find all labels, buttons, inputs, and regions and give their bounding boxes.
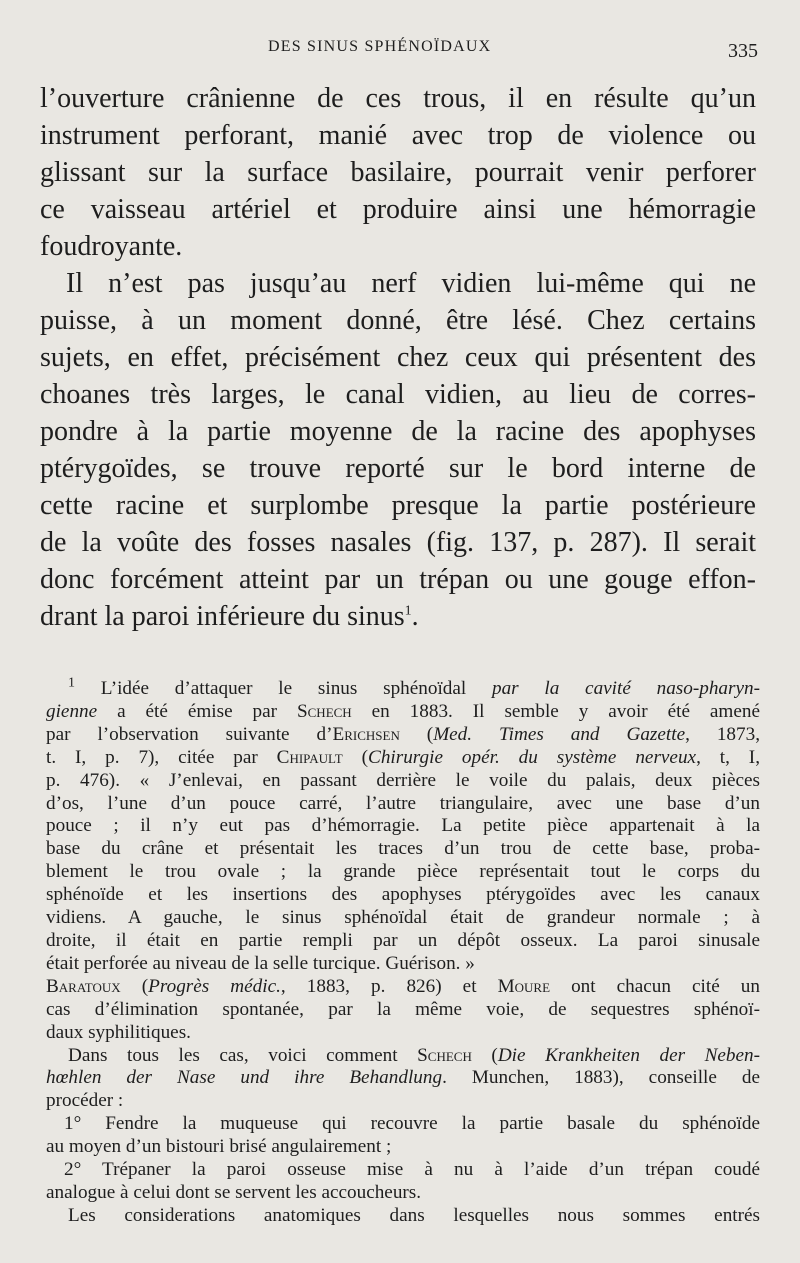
footnote-line: vidiens. A gauche, le sinus sphénoïdal était de grandeur normale ; à (46, 907, 760, 929)
running-title: DES SINUS SPHÉNOÏDAUX (268, 38, 492, 55)
text-line: cette racine et surplombe presque la partie postérieure (40, 490, 756, 521)
footnote-line: blement le trou ovale ; la grande pièce représentait tout le corps du (46, 861, 760, 883)
text-line: drant la paroi inférieure du sinus$^1$. (40, 601, 419, 632)
footnote-line: daux syphilitiques. (46, 1021, 191, 1043)
footnote-line: p. 476). « J’enlevai, en passant derrière le voile du palais, deux pièces (46, 769, 760, 791)
footnote-italic: Die Krankheiten der Neben- (497, 1044, 761, 1066)
text-line: ce vaisseau artériel et produire ainsi une hémorragie (40, 194, 756, 225)
text-line: sujets, en effet, précisément chez ceux qui présentent des (40, 342, 756, 373)
author-name: Schech (417, 1044, 472, 1066)
footnote-line: base du crâne et présentait les traces d’un trou de cette base, proba- (46, 838, 760, 860)
footnote-text: ( (399, 723, 434, 745)
text-line: glissant sur la surface basilaire, pourrait venir perforer (40, 157, 756, 188)
footnote-italic: gienne (46, 700, 98, 722)
footnote-line (46, 976, 760, 999)
author-name: Chipault (276, 746, 343, 768)
footnote-line: était perforée au niveau de la selle turcique. Guérison. » (46, 952, 475, 974)
footnotes (46, 675, 761, 1228)
footnote-line (46, 1067, 760, 1090)
footnote-line: d’os, l’une d’un pouce carré, l’autre triangulaire, avec une base d’un (46, 792, 760, 814)
page-number: 335 (728, 40, 758, 62)
footnote-line: Les considerations anatomiques dans lesquelles nous sommes entrés (68, 1204, 760, 1226)
text-line: Il n’est pas jusqu’au nerf vidien lui-même qui ne (66, 268, 756, 299)
text-line: de la voûte des fosses nasales (fig. 137, p. 287). Il serait (40, 527, 756, 558)
footnote-line (46, 747, 760, 770)
footnote-line: procéder : (46, 1090, 124, 1112)
footnote-line (46, 724, 760, 747)
author-name: Moure (497, 975, 551, 997)
footnote-line: au moyen d’un bistouri brisé angulairement ; (46, 1136, 392, 1158)
footnote-reference: 1 (404, 603, 412, 619)
footnote-text: Dans tous les cas, voici comment (68, 1044, 418, 1066)
running-header (0, 38, 800, 62)
footnote-line (46, 675, 760, 701)
author-name: Erichsen (332, 723, 400, 745)
footnote-text: en 1883. Il semble y avoir été amené (351, 700, 760, 722)
footnote-italic: Progrès médic. (148, 975, 281, 997)
footnote-line: pouce ; il n’y eut pas d’hémorragie. La petite pièce appartenait à la (46, 815, 760, 837)
footnote-text: ( (120, 975, 149, 997)
footnote-line: cas d’élimination spontanée, par la même voie, de sequestres sphénoï- (46, 998, 760, 1020)
paragraph-1 (40, 80, 756, 265)
footnote-text: a été émise par (97, 700, 297, 722)
footnote-text: par l’observation suivante d’ (46, 723, 333, 745)
text-line: instrument perforant, manié avec trop de violence ou (40, 120, 756, 151)
footnote-line: sphénoïde et les insertions des apophyses ptérygoïdes avec les canaux (46, 884, 760, 906)
footnote-text: , t, I, (696, 746, 760, 768)
footnote-text: , 1873, (685, 723, 761, 745)
text-line: donc forcément atteint par un trépan ou une gouge effon- (40, 564, 756, 595)
footnote-text: ont chacun cité un (550, 975, 760, 997)
footnote-line (46, 1045, 760, 1068)
footnote-italic: Med. Times and Gazette (433, 723, 686, 745)
footnote-line: droite, il était en partie rempli par un dépôt osseux. La paroi sinusale (46, 929, 760, 951)
main-text (40, 80, 756, 635)
footnote-text: ( (471, 1044, 498, 1066)
footnote-line: 2° Trépaner la paroi osseuse mise à nu à l’aide d’un trépan coudé (64, 1159, 760, 1181)
text-line: ptérygoïdes, se trouve reporté sur le bord interne de (40, 453, 756, 484)
footnote-italic: hœhlen der Nase und ihre Behandlung (46, 1067, 443, 1089)
footnote-line (46, 701, 760, 724)
footnote-text: ( (342, 746, 369, 768)
author-name: Schech (296, 700, 352, 722)
footnote-text: t. I, p. 7), citée par (46, 746, 277, 768)
text-line: puisse, à un moment donné, être lésé. Chez certains (40, 305, 756, 336)
text-line: pondre à la partie moyenne de la racine des apophyses (40, 416, 756, 447)
footnote-text: , 1883, p. 826) et (280, 975, 498, 997)
text-line: foudroyante. (40, 231, 183, 262)
text-line: l’ouverture crânienne de ces trous, il en résulte qu’un (40, 83, 756, 114)
author-name: Baratoux (46, 975, 121, 997)
footnote-italic: Chirurgie opér. du système nerveux (368, 746, 697, 768)
text-line-content: drant la paroi inférieure du sinus (40, 601, 405, 632)
footnote-line: analogue à celui dont se servent les accoucheurs. (46, 1181, 422, 1203)
footnote-italic: par la cavité naso-pharyn- (491, 678, 760, 699)
footnote-mark: 1 (68, 675, 75, 691)
paragraph-2 (40, 265, 756, 635)
footnote-line: 1° Fendre la muqueuse qui recouvre la partie basale du sphénoïde (64, 1113, 760, 1135)
footnote-text: . Munchen, 1883), conseille de (442, 1067, 760, 1089)
text-line: choanes très larges, le canal vidien, au lieu de corres- (40, 379, 756, 410)
footnote-text: L’idée d’attaquer le sinus sphénoïdal (75, 678, 492, 699)
